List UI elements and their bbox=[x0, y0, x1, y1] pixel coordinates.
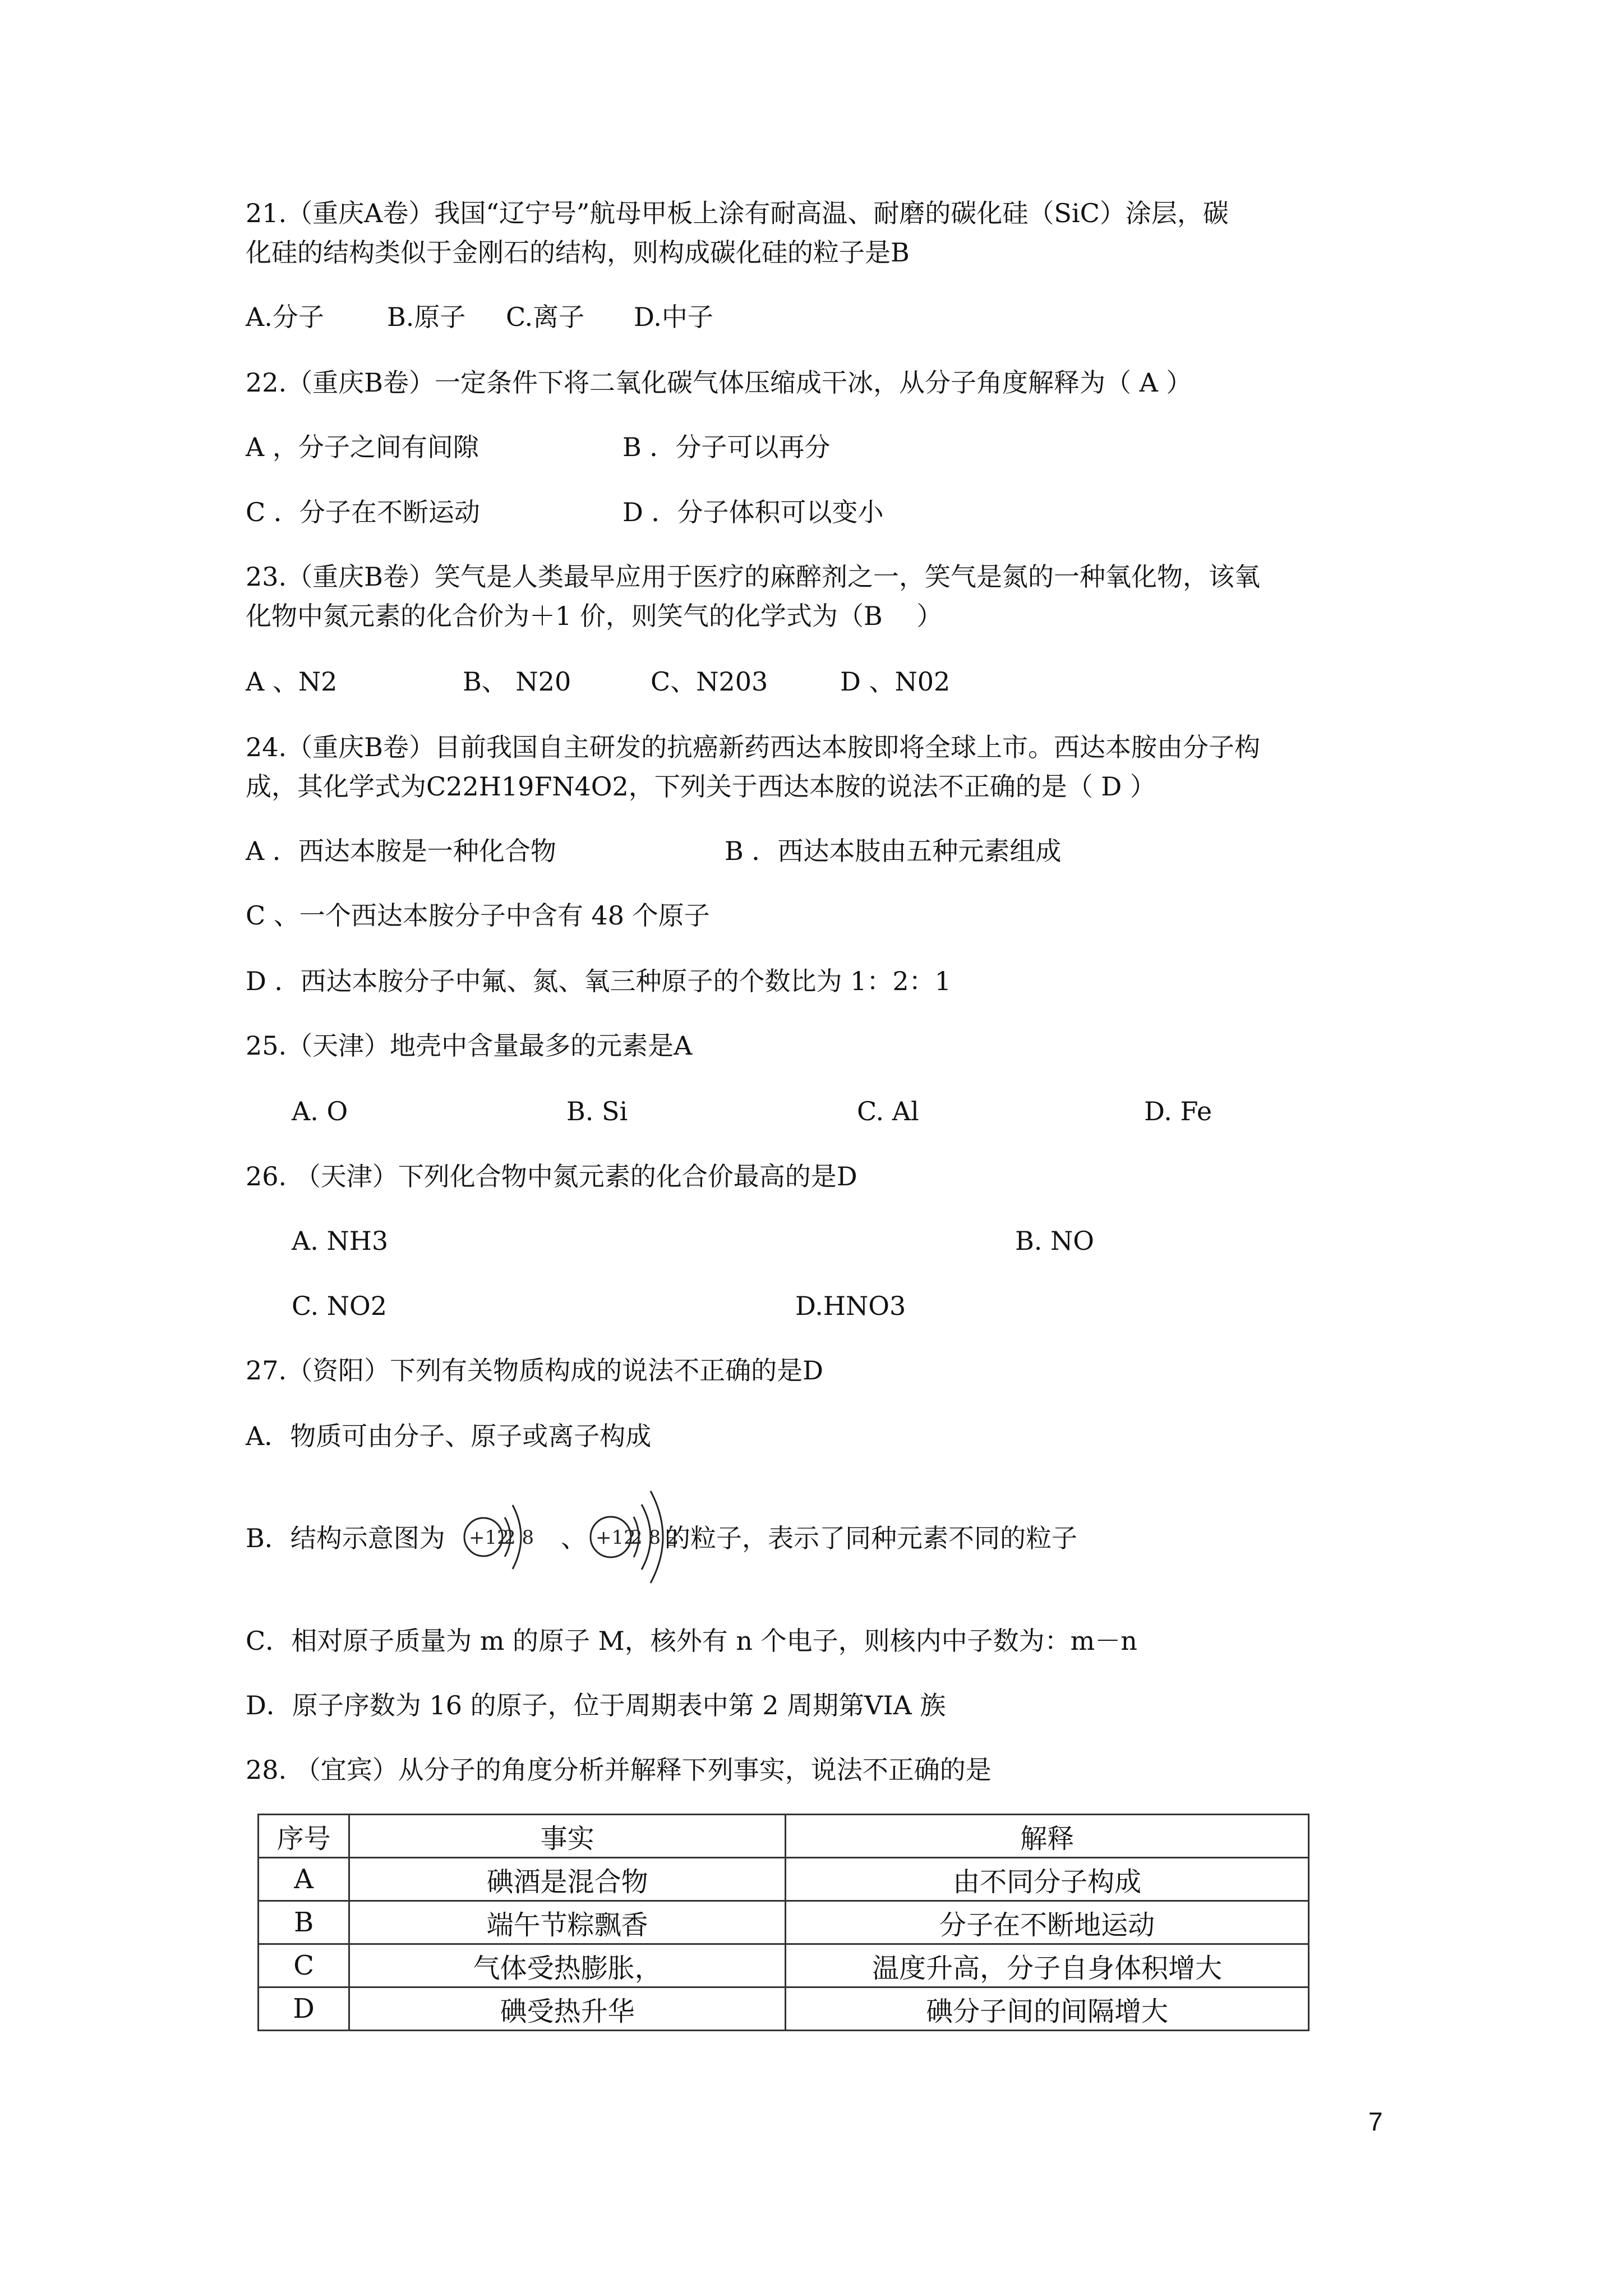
row-label: B bbox=[259, 1901, 349, 1944]
q24-option-d: D ．西达本胺分子中氟、氮、氧三种原子的个数比为 1：2：1 bbox=[246, 966, 951, 996]
shell-electrons: 2 8 bbox=[504, 1526, 534, 1549]
q25-stem: 25.（天津）地壳中含量最多的元素是A bbox=[246, 1030, 693, 1061]
q21-option-a: A.分子 bbox=[246, 302, 324, 332]
q24-option-c: C 、一个西达本胺分子中含有 48 个原子 bbox=[246, 900, 710, 931]
q26-option-b: B. NO bbox=[1015, 1226, 1095, 1256]
q24-stem-line2: 成，其化学式为C22H19FN4O2，下列关于西达本胺的说法不正确的是（ D ） bbox=[246, 771, 1156, 802]
shell-electrons: 2 8 2 bbox=[630, 1526, 679, 1549]
q21-option-c: C.离子 bbox=[506, 302, 585, 332]
row-fact: 气体受热膨胀， bbox=[349, 1944, 786, 1987]
page-number: 7 bbox=[1368, 2107, 1383, 2136]
nucleus-charge: +12 bbox=[469, 1526, 509, 1549]
q27-option-b-suffix: 的粒子，表示了同种元素不同的粒子 bbox=[665, 1523, 1077, 1553]
q24-option-a: A ．西达本胺是一种化合物 bbox=[246, 836, 556, 866]
q23-option-c: C、N203 bbox=[651, 666, 768, 697]
nucleus-charge: +12 bbox=[596, 1526, 636, 1549]
q21-stem-line2: 化硅的结构类似于金刚石的结构，则构成碳化硅的粒子是B bbox=[246, 237, 910, 268]
row-label: C bbox=[259, 1944, 349, 1987]
q23-option-d: D 、N02 bbox=[840, 666, 951, 697]
row-label: D bbox=[259, 1987, 349, 2031]
q28-stem: 28. （宜宾）从分子的角度分析并解释下列事实，说法不正确的是 bbox=[246, 1755, 992, 1785]
q23-stem-line1: 23.（重庆B卷）笑气是人类最早应用于医疗的麻醉剂之一，笑气是氮的一种氧化物，该氧 bbox=[246, 562, 1260, 592]
row-explanation: 碘分子间的间隔增大 bbox=[786, 1987, 1309, 2031]
row-fact: 碘酒是混合物 bbox=[349, 1858, 786, 1901]
q26-option-a: A. NH3 bbox=[292, 1226, 389, 1256]
q26-option-c: C. NO2 bbox=[292, 1291, 388, 1321]
row-explanation: 温度升高，分子自身体积增大 bbox=[786, 1944, 1309, 1987]
q24-stem-line1: 24.（重庆B卷）目前我国自主研发的抗癌新药西达本胺即将全球上市。西达本胺由分子构 bbox=[246, 732, 1260, 762]
header-explanation: 解释 bbox=[786, 1815, 1309, 1858]
q25-option-d: D. Fe bbox=[1144, 1096, 1212, 1126]
table-row bbox=[259, 1944, 1309, 1987]
q27-stem: 27.（资阳）下列有关物质构成的说法不正确的是D bbox=[246, 1355, 824, 1386]
q22-option-b: B ．分子可以再分 bbox=[623, 432, 831, 462]
q21-option-d: D.中子 bbox=[634, 302, 713, 332]
q22-option-a: A ，分子之间有间隙 bbox=[246, 432, 479, 462]
q23-option-a: A 、N2 bbox=[246, 666, 338, 697]
q24-option-b: B ．西达本肢由五种元素组成 bbox=[725, 836, 1062, 866]
table-row bbox=[259, 1858, 1309, 1901]
row-explanation: 由不同分子构成 bbox=[786, 1858, 1309, 1901]
q27-option-b-separator: 、 bbox=[561, 1523, 587, 1553]
table-row bbox=[259, 1987, 1309, 2031]
q21-stem-line1: 21.（重庆A卷）我国“辽宁号”航母甲板上涂有耐高温、耐磨的碳化硅（SiC）涂层，碳 bbox=[246, 198, 1229, 228]
table-header-row bbox=[259, 1815, 1309, 1858]
q27-option-d: D．原子序数为 16 的原子，位于周期表中第 2 周期第VIA 族 bbox=[246, 1690, 946, 1720]
header-fact: 事实 bbox=[349, 1815, 786, 1858]
q26-option-d: D.HNO3 bbox=[795, 1291, 906, 1321]
q27-option-a: A．物质可由分子、原子或离子构成 bbox=[246, 1421, 652, 1451]
q27-option-b-prefix: B．结构示意图为 bbox=[246, 1523, 445, 1553]
row-fact: 端午节粽飘香 bbox=[349, 1901, 786, 1944]
atom-structure-diagram-1 bbox=[461, 1484, 545, 1590]
q25-option-a: A. O bbox=[292, 1096, 348, 1126]
header-index: 序号 bbox=[259, 1815, 349, 1858]
row-explanation: 分子在不断地运动 bbox=[786, 1901, 1309, 1944]
q25-option-c: C. Al bbox=[857, 1096, 919, 1126]
q21-option-b: B.原子 bbox=[387, 302, 466, 332]
table-row bbox=[259, 1901, 1309, 1944]
q23-stem-line2: 化物中氮元素的化合价为＋1 价，则笑气的化学式为（B ） bbox=[246, 601, 943, 631]
q27-option-c: C．相对原子质量为 m 的原子 M，核外有 n 个电子，则核内中子数为：m－n bbox=[246, 1626, 1137, 1656]
q22-stem: 22.（重庆B卷）一定条件下将二氧化碳气体压缩成干冰，从分子角度解释为（ A ） bbox=[246, 367, 1192, 398]
q25-option-b: B. Si bbox=[566, 1096, 628, 1126]
q23-option-b: B、 N20 bbox=[463, 666, 571, 697]
q28-table-container bbox=[257, 1814, 1310, 2031]
q22-option-d: D ．分子体积可以变小 bbox=[623, 497, 884, 527]
row-fact: 碘受热升华 bbox=[349, 1987, 786, 2031]
q26-stem: 26. （天津）下列化合物中氮元素的化合价最高的是D bbox=[246, 1161, 857, 1191]
q22-option-c: C ．分子在不断运动 bbox=[246, 497, 480, 527]
row-label: A bbox=[259, 1858, 349, 1901]
q28-table bbox=[257, 1814, 1310, 2031]
